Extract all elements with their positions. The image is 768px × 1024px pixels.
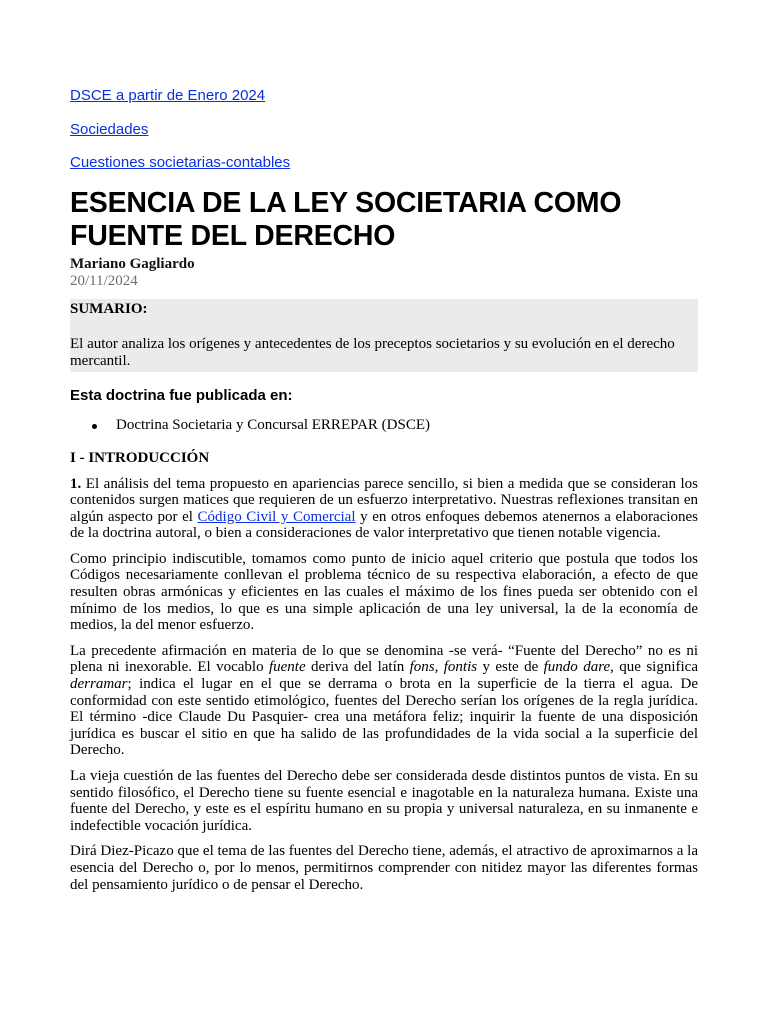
paragraph-2: Como principio indiscutible, tomamos como punto de inicio aquel criterio que postula que todos los Códigos necesariamente conllevan el problema técnico de su respectiva elaboración, a efecto de que resulten obras armónicas y eficientes en las cuales el máximo de los fines pueda ser obtenido con el mínimo de los medios, lo que es una simple aplicación de una ley universal, la de la economía de medios, la del menor esfuerzo. <box>70 550 698 634</box>
breadcrumb-cuestiones[interactable]: Cuestiones societarias-contables <box>70 154 291 171</box>
paragraph-number: 1. <box>70 475 82 492</box>
paragraph-3-italic-2: fons, fontis <box>409 659 478 676</box>
paragraph-1 <box>70 476 698 542</box>
publication-list <box>70 417 698 434</box>
paragraph-1-text-a: El análisis del tema propuesto en apariencias parece sencillo, si bien a medida que se consideran los contenidos surgen matices que requieren de un esfuerzo interpretativo. Nuestras reflexiones transitan en algún aspecto por el <box>70 475 698 525</box>
paragraph-3-italic-3: fundo dare, <box>543 659 614 676</box>
paragraph-3-text-1: La precedente afirmación en materia de lo que se denomina -se verá- “Fuente del Derecho” no es ni plena ni inexorable. El vocablo <box>70 642 698 676</box>
summary-label: SUMARIO: <box>70 300 148 317</box>
list-item <box>70 417 698 434</box>
paragraph-3-text-5: ; indica el lugar en el que se derrama o brota en la superficie de la tierra el agua. De conformidad con este sentido etimológico, fuentes del Derecho serían los orígenes de la regla jurídica. El término -dice Claude Du Pasquier- crea una metáfora feliz; inquirir la fuente de una disposición jurídica es buscar el sitio en que ha salido de las profundidades de la vida social a la superficie del Derecho. <box>70 676 698 759</box>
paragraph-3-italic-4: derramar <box>70 676 128 693</box>
publication-item-label: Doctrina Societaria y Concursal ERREPAR (DSCE) <box>116 416 430 433</box>
paragraph-3-text-2: deriva del latín <box>305 659 410 676</box>
publication-heading: Esta doctrina fue publicada en: <box>70 386 293 404</box>
paragraph-3-italic-1: fuente <box>268 659 306 676</box>
paragraph-5: Dirá Diez-Picazo que el tema de las fuentes del Derecho tiene, además, el atractivo de aproximarnos a la esencia del Derecho o, por lo menos, permitirnos comprender con nitidez mayor las diferentes formas del pensamiento jurídico o de pensar el Derecho. <box>70 843 698 893</box>
paragraph-3-text-4: que significa <box>613 659 698 676</box>
paragraph-3-text-3: y este de <box>477 659 544 676</box>
summary-box <box>70 299 698 372</box>
paragraph-3 <box>70 643 698 759</box>
page-title: ESENCIA DE LA LEY SOCIETARIA COMO FUENTE DEL DERECHO <box>70 186 622 252</box>
breadcrumb-dsce[interactable]: DSCE a partir de Enero 2024 <box>70 87 266 104</box>
paragraph-1-text-b: y en otros enfoques debemos atenernos a elaboraciones de la doctrina autoral, o bien a consideraciones de valor interpretativo que tienen notable vigencia. <box>70 508 699 542</box>
codigo-civil-link[interactable]: Código Civil y Comercial <box>197 508 356 525</box>
article-date: 20/11/2024 <box>70 272 138 289</box>
bullet-icon <box>92 424 97 429</box>
summary-text: El autor analiza los orígenes y antecedentes de los preceptos societarios y su evolución en el derecho mercantil. <box>70 335 675 369</box>
article-author: Mariano Gagliardo <box>70 255 195 272</box>
section-heading: I - INTRODUCCIÓN <box>70 449 210 466</box>
breadcrumb-sociedades[interactable]: Sociedades <box>70 120 149 138</box>
paragraph-4: La vieja cuestión de las fuentes del Derecho debe ser considerada desde distintos puntos de vista. En su sentido filosófico, el Derecho tiene su fuente esencial e inagotable en la naturaleza humana. Existe una fuente del Derecho, y este es el espíritu humano en su propia y universal naturaleza, en su inmanente e indefectible vocación jurídica. <box>70 768 698 834</box>
article-page <box>70 86 698 893</box>
